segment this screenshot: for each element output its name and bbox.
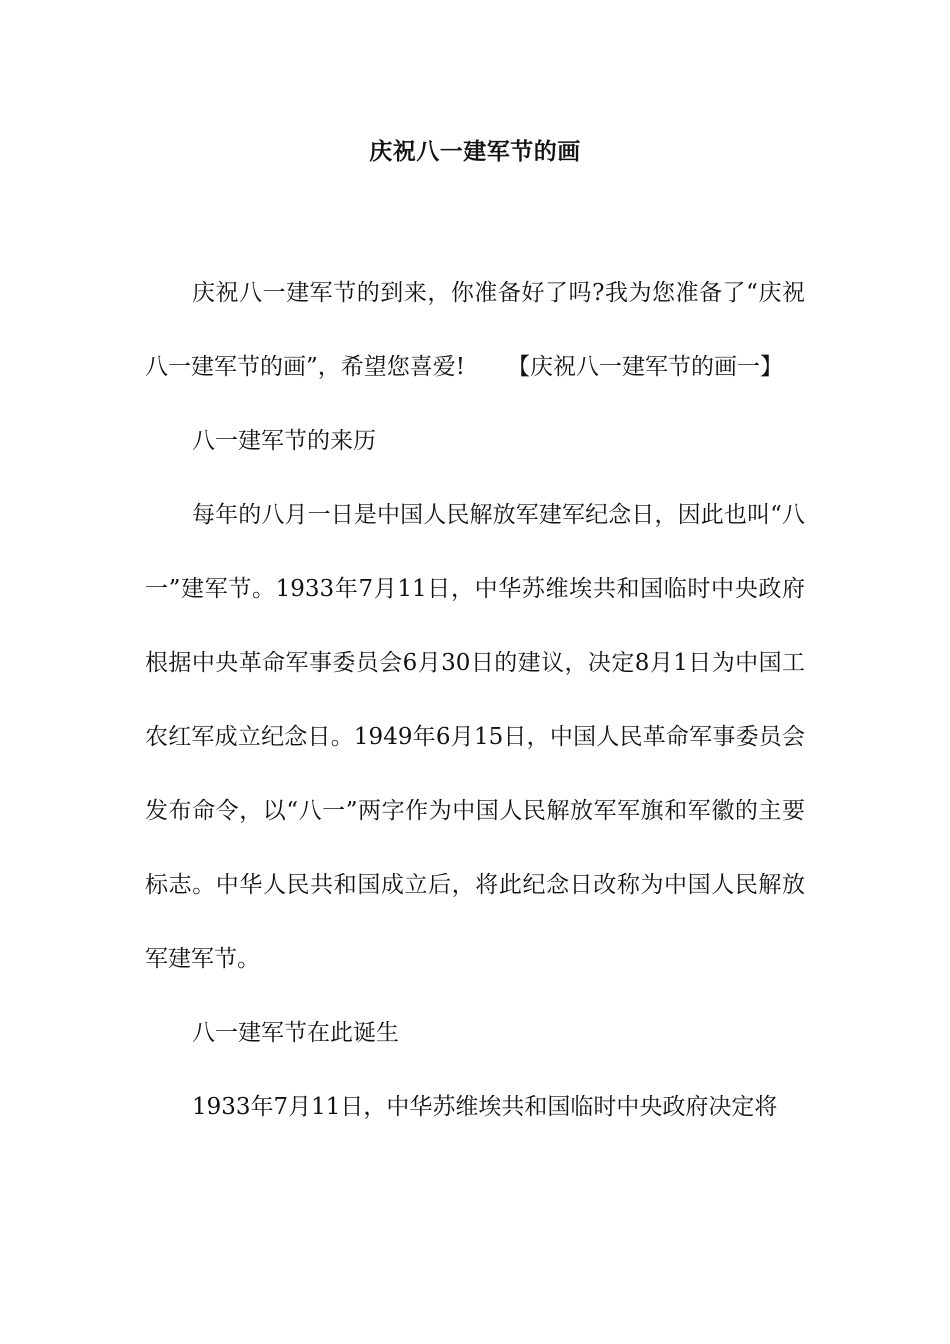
- document-body: [145, 256, 805, 1144]
- intro-text: 庆祝八一建军节的到来，你准备好了吗?我为您准备了“庆祝八一建军节的画”，希望您喜爱!: [145, 280, 805, 380]
- document-title: 庆祝八一建军节的画: [369, 139, 581, 165]
- birth-paragraph: 1933年7月11日，中华苏维埃共和国临时中央政府决定将: [192, 1094, 778, 1120]
- section-heading-bracket: 【庆祝八一建军节的画一】: [507, 354, 784, 380]
- origin-paragraph: 每年的八月一日是中国人民解放军建军纪念日，因此也叫“八一”建军节。1933年7月11日，中华苏维埃共和国临时中央政府根据中央革命军事委员会6月30日的建议，决定8月1日为中国工农红军成立纪念日。1949年6月15日，中国人民革命军事委员会发布命令，以“八一”两字作为中国人民解放军军旗和军徽的主要标志。中华人民共和国成立后，将此纪念日改称为中国人民解放军建军节。: [145, 502, 805, 972]
- intro-paragraph: [145, 256, 805, 404]
- section-heading-origin: 八一建军节的来历: [192, 428, 376, 454]
- section-heading-birth: 八一建军节在此诞生: [192, 1020, 399, 1046]
